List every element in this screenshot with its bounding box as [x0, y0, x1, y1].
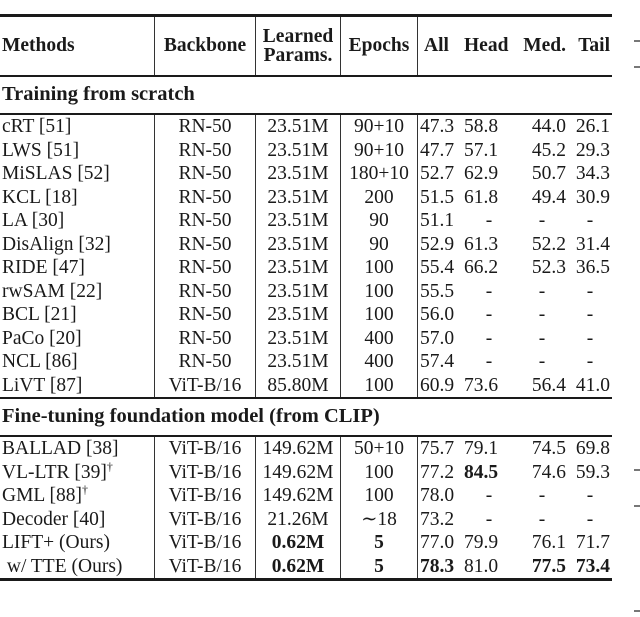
cell-tail: 71.7 [575, 532, 610, 553]
cell-epochs: 100 [341, 303, 418, 327]
cell-epochs: 400 [341, 327, 418, 351]
cell-params: 0.62M [256, 555, 341, 580]
cell-epochs: 90+10 [341, 139, 418, 163]
col-header-params [256, 16, 341, 77]
cell-med: 52.2 [531, 233, 566, 255]
cell-med: 44.0 [531, 116, 566, 137]
cell-tail: 69.8 [575, 438, 610, 459]
cell-params: 23.51M [256, 139, 341, 163]
section-title: Training from scratch [2, 83, 195, 106]
cell-epochs: 100 [341, 484, 418, 508]
method-name: VL-LTR [39] [2, 461, 107, 483]
col-header-head: Head [464, 35, 509, 57]
cell-all: 60.9 [418, 374, 463, 399]
cell-params: 23.51M [256, 114, 341, 139]
cell-params: 23.51M [256, 233, 341, 257]
edge-mark [634, 610, 640, 612]
caption-fragment [0, 0, 640, 6]
cell-backbone: RN-50 [155, 139, 256, 163]
cell-backbone: ViT-B/16 [155, 508, 256, 532]
cell-backbone: ViT-B/16 [155, 484, 256, 508]
cell-epochs: 90+10 [341, 114, 418, 139]
cell-epochs: 180+10 [341, 162, 418, 186]
cell-backbone: RN-50 [155, 303, 256, 327]
cell-tail: 41.0 [575, 374, 610, 396]
cell-head: - [485, 304, 493, 325]
cell-med: 56.4 [531, 374, 566, 396]
method-name: cRT [51] [2, 116, 72, 137]
header-row [0, 16, 612, 77]
method-name: w/ TTE (Ours) [2, 555, 123, 577]
table-row [0, 327, 612, 351]
cell-params: 23.51M [256, 303, 341, 327]
col-header-epochs: Epochs [341, 16, 418, 77]
cell-tail: 59.3 [575, 461, 610, 483]
cell-params: 149.62M [256, 461, 341, 485]
method-name: BALLAD [38] [2, 438, 119, 459]
cell-head: 58.8 [464, 116, 499, 137]
cell-backbone: ViT-B/16 [155, 374, 256, 399]
method-name: LWS [51] [2, 139, 80, 161]
cell-tail: 36.5 [575, 257, 610, 278]
cell-tail: - [586, 327, 594, 349]
cell-head: - [485, 327, 493, 349]
cell-params: 21.26M [256, 508, 341, 532]
cell-method [0, 436, 155, 461]
cell-backbone: ViT-B/16 [155, 555, 256, 580]
cell-all: 57.4 [418, 350, 463, 374]
col-header-params-line1: Learned [262, 26, 334, 47]
method-name: LiVT [87] [2, 374, 83, 396]
cell-params: 23.51M [256, 209, 341, 233]
method-name: KCL [18] [2, 186, 78, 208]
cell-all: 56.0 [418, 303, 463, 327]
cell-all: 52.9 [418, 233, 463, 257]
cell-all: 55.4 [418, 256, 463, 280]
cell-method [0, 209, 155, 233]
cell-epochs: 100 [341, 256, 418, 280]
table-row [0, 233, 612, 257]
table-row [0, 114, 612, 139]
cell-med: - [538, 210, 546, 231]
table-row [0, 350, 612, 374]
cell-method [0, 186, 155, 210]
cell-tail: 31.4 [575, 233, 610, 255]
table-body [0, 76, 612, 580]
cell-method [0, 256, 155, 280]
cell-all: 51.5 [418, 186, 463, 210]
table-row [0, 484, 612, 508]
cell-all: 47.3 [418, 114, 463, 139]
table-row [0, 461, 612, 485]
cell-head: - [485, 210, 493, 231]
cell-epochs: 5 [341, 555, 418, 580]
edge-mark [634, 40, 640, 42]
cell-tail: - [586, 351, 594, 372]
method-name: GML [88] [2, 485, 82, 506]
cell-head: - [485, 508, 493, 530]
cell-head: - [485, 280, 493, 302]
cell-med: - [538, 327, 546, 349]
cell-params: 0.62M [256, 531, 341, 555]
cell-med: 50.7 [531, 163, 566, 184]
cell-backbone: RN-50 [155, 162, 256, 186]
cell-method [0, 374, 155, 399]
cell-tail: - [586, 210, 594, 231]
cell-med: - [538, 304, 546, 325]
cell-tail: - [586, 304, 594, 325]
table-row [0, 555, 612, 580]
cell-epochs: 90 [341, 233, 418, 257]
cell-med: - [538, 351, 546, 372]
cell-method [0, 484, 155, 508]
cell-tail: 29.3 [575, 139, 610, 161]
edge-mark [634, 66, 640, 68]
cell-params: 23.51M [256, 162, 341, 186]
cell-head: 73.6 [464, 374, 499, 396]
cell-epochs: 100 [341, 280, 418, 304]
dagger-mark: † [81, 482, 88, 497]
cell-all: 57.0 [418, 327, 463, 351]
col-header-tail: Tail [578, 35, 610, 57]
method-name: LA [30] [2, 210, 65, 231]
cell-params: 23.51M [256, 350, 341, 374]
cell-epochs: 100 [341, 374, 418, 399]
method-name: RIDE [47] [2, 257, 85, 278]
cell-med: - [538, 280, 546, 302]
cell-method [0, 303, 155, 327]
cell-backbone: RN-50 [155, 256, 256, 280]
cell-all: 75.7 [418, 436, 463, 461]
cell-head: 61.8 [464, 186, 499, 208]
cell-all: 47.7 [418, 139, 463, 163]
cell-tail: 26.1 [575, 116, 610, 137]
cell-params: 85.80M [256, 374, 341, 399]
method-name: LIFT+ (Ours) [2, 532, 110, 553]
table-row [0, 303, 612, 327]
cell-backbone: ViT-B/16 [155, 531, 256, 555]
cell-head: - [485, 351, 493, 372]
method-name: BCL [21] [2, 304, 77, 325]
cell-epochs: 5 [341, 531, 418, 555]
cell-med: 76.1 [531, 532, 566, 553]
cell-head: 66.2 [464, 257, 499, 278]
section-header-row [0, 398, 612, 436]
cell-method [0, 233, 155, 257]
method-name: Decoder [40] [2, 508, 106, 530]
method-name: PaCo [20] [2, 327, 82, 349]
cell-backbone: RN-50 [155, 233, 256, 257]
cell-med: 74.6 [531, 461, 566, 483]
cell-med: - [538, 485, 546, 506]
table-row [0, 280, 612, 304]
method-name: rwSAM [22] [2, 280, 103, 302]
cell-method [0, 139, 155, 163]
cell-backbone: RN-50 [155, 280, 256, 304]
cell-backbone: RN-50 [155, 209, 256, 233]
cell-all: 52.7 [418, 162, 463, 186]
cell-tail: - [586, 280, 594, 302]
cell-head: 79.9 [464, 532, 499, 553]
cell-head: 84.5 [464, 461, 499, 483]
cell-tail: 30.9 [575, 186, 610, 208]
cell-epochs: 100 [341, 461, 418, 485]
edge-mark [634, 505, 640, 507]
cell-backbone: RN-50 [155, 186, 256, 210]
table-row [0, 508, 612, 532]
cell-backbone: ViT-B/16 [155, 461, 256, 485]
cell-med: 49.4 [531, 186, 566, 208]
cell-head: 79.1 [464, 438, 499, 459]
section-header-row [0, 76, 612, 114]
cell-tail: 34.3 [575, 163, 610, 184]
cell-method [0, 280, 155, 304]
cell-epochs: ∼18 [341, 508, 418, 532]
cell-params: 23.51M [256, 186, 341, 210]
col-header-params-line2: Params. [263, 45, 333, 66]
table-row [0, 256, 612, 280]
table-row [0, 139, 612, 163]
col-header-all: All [418, 16, 463, 77]
table-row [0, 186, 612, 210]
cell-med: 74.5 [531, 438, 566, 459]
cell-head: 62.9 [464, 163, 499, 184]
cell-method [0, 114, 155, 139]
method-name: DisAlign [32] [2, 233, 111, 255]
cell-tail: - [586, 508, 594, 530]
cell-method [0, 327, 155, 351]
cell-epochs: 200 [341, 186, 418, 210]
cell-params: 149.62M [256, 436, 341, 461]
cell-method [0, 162, 155, 186]
cell-med: 45.2 [531, 139, 566, 161]
results-table [0, 14, 612, 581]
cell-method [0, 531, 155, 555]
cell-params: 23.51M [256, 280, 341, 304]
cell-params: 149.62M [256, 484, 341, 508]
cell-backbone: RN-50 [155, 327, 256, 351]
cell-params: 23.51M [256, 327, 341, 351]
cell-med: - [538, 508, 546, 530]
cell-method [0, 350, 155, 374]
cell-backbone: ViT-B/16 [155, 436, 256, 461]
cell-all: 51.1 [418, 209, 463, 233]
table-row [0, 531, 612, 555]
table-row [0, 209, 612, 233]
cell-method [0, 555, 155, 580]
table-row [0, 374, 612, 399]
cell-all: 78.0 [418, 484, 463, 508]
cell-backbone: RN-50 [155, 350, 256, 374]
col-header-backbone: Backbone [155, 16, 256, 77]
cell-backbone: RN-50 [155, 114, 256, 139]
edge-mark [634, 469, 640, 471]
cell-method [0, 508, 155, 532]
table-row [0, 162, 612, 186]
cell-all: 77.2 [418, 461, 463, 485]
cell-all: 77.0 [418, 531, 463, 555]
cell-all: 73.2 [418, 508, 463, 532]
cell-epochs: 90 [341, 209, 418, 233]
col-header-med: Med. [523, 35, 566, 57]
cell-epochs: 50+10 [341, 436, 418, 461]
cell-head: - [485, 485, 493, 506]
section-title: Fine-tuning foundation model (from CLIP) [2, 405, 380, 428]
cell-method [0, 461, 155, 485]
cell-tail: 73.4 [575, 555, 610, 577]
cell-med: 52.3 [531, 257, 566, 278]
cell-all: 55.5 [418, 280, 463, 304]
cell-all: 78.3 [418, 555, 463, 580]
cell-med: 77.5 [531, 555, 566, 577]
cell-head: 57.1 [464, 139, 499, 161]
method-name: MiSLAS [52] [2, 163, 110, 184]
dagger-mark: † [106, 459, 113, 473]
cell-params: 23.51M [256, 256, 341, 280]
method-name: NCL [86] [2, 351, 78, 372]
cell-head: 81.0 [464, 555, 499, 577]
col-header-methods: Methods [2, 35, 75, 57]
cell-epochs: 400 [341, 350, 418, 374]
cell-head: 61.3 [464, 233, 499, 255]
cell-tail: - [586, 485, 594, 506]
table-row [0, 436, 612, 461]
